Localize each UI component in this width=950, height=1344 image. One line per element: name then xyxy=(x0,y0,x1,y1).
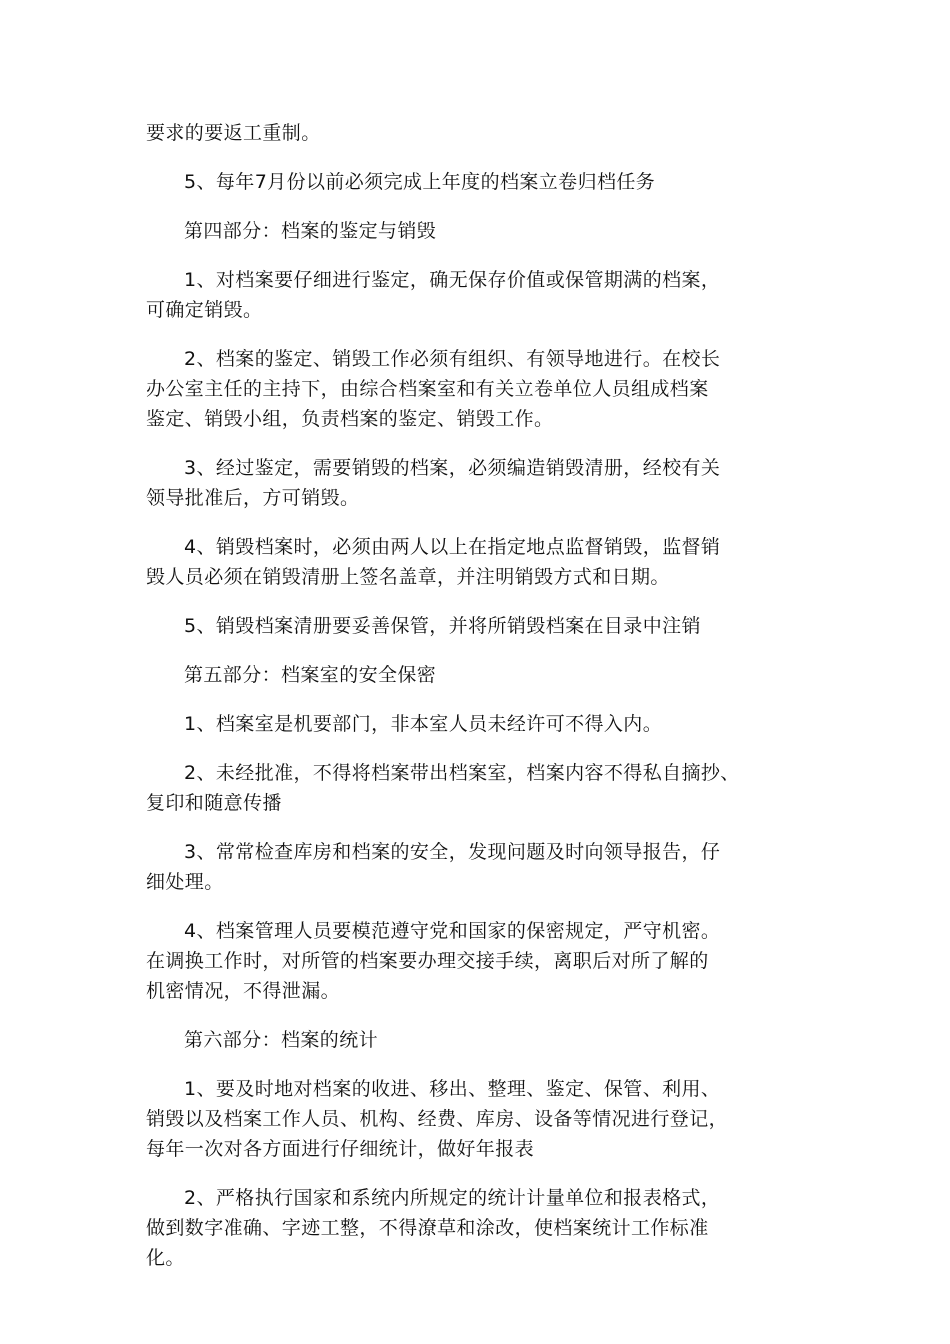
section-heading-part-4: 第四部分：档案的鉴定与销毁 xyxy=(184,220,437,242)
paragraph-part-4-item-2: 2、档案的鉴定、销毁工作必须有组织、有领导地进行。在校长 办公室主任的主持下，由综合档案室和有关立卷单位人员组成档案 鉴定、销毁小组，负责档案的鉴定、销毁工作。 xyxy=(146,348,721,430)
paragraph-part-5-item-3: 3、常常检查库房和档案的安全，发现问题及时向领导报告，仔 细处理。 xyxy=(146,841,721,893)
paragraph-part-5-item-2: 2、未经批准，不得将档案带出档案室，档案内容不得私自摘抄、 复印和随意传播 xyxy=(146,762,740,814)
section-heading-part-6: 第六部分：档案的统计 xyxy=(184,1029,379,1051)
paragraph-item-5-archiving-deadline: 5、每年7月份以前必须完成上年度的档案立卷归档任务 xyxy=(184,171,656,193)
paragraph-part-5-item-1: 1、档案室是机要部门，非本室人员未经许可不得入内。 xyxy=(184,713,663,735)
section-heading-part-5: 第五部分：档案室的安全保密 xyxy=(184,664,437,686)
paragraph-part-5-item-4: 4、档案管理人员要模范遵守党和国家的保密规定，严守机密。 在调换工作时，对所管的档案要办理交接手续，离职后对所了解的 机密情况，不得泄漏。 xyxy=(146,920,721,1002)
paragraph-continuation: 要求的要返工重制。 xyxy=(146,122,321,144)
paragraph-part-6-item-2: 2、严格执行国家和系统内所规定的统计计量单位和报表格式， 做到数字准确、字迹工整，不得潦草和涂改，使档案统计工作标准 化。 xyxy=(146,1187,721,1269)
paragraph-part-4-item-4: 4、销毁档案时，必须由两人以上在指定地点监督销毁，监督销 毁人员必须在销毁清册上签名盖章，并注明销毁方式和日期。 xyxy=(146,536,721,588)
paragraph-part-6-item-1: 1、要及时地对档案的收进、移出、整理、鉴定、保管、利用、 销毁以及档案工作人员、机构、经费、库房、设备等情况进行登记， 每年一次对各方面进行仔细统计，做好年报表 xyxy=(146,1078,729,1160)
document-body xyxy=(146,118,811,1292)
paragraph-part-4-item-5: 5、销毁档案清册要妥善保管，并将所销毁档案在目录中注销 xyxy=(184,615,701,637)
paragraph-part-4-item-1: 1、对档案要仔细进行鉴定，确无保存价值或保管期满的档案， 可确定销毁。 xyxy=(146,269,721,321)
paragraph-part-4-item-3: 3、经过鉴定，需要销毁的档案，必须编造销毁清册，经校有关 领导批准后，方可销毁。 xyxy=(146,457,721,509)
